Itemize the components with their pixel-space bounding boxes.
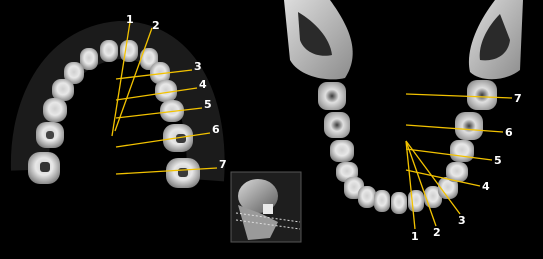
tooth xyxy=(450,140,474,162)
scout-thumbnail xyxy=(231,172,301,242)
tooth xyxy=(374,190,390,212)
upper-label-3: 3 xyxy=(194,60,202,73)
lower-label-5: 5 xyxy=(494,154,502,167)
tooth xyxy=(391,192,407,214)
lower-label-4: 4 xyxy=(482,180,490,193)
tooth xyxy=(52,79,74,101)
tooth xyxy=(408,190,424,212)
tooth xyxy=(467,80,497,110)
upper-label-4: 4 xyxy=(199,78,207,91)
upper-label-5: 5 xyxy=(204,98,212,111)
upper-label-2: 2 xyxy=(152,19,160,32)
pulp xyxy=(40,162,50,172)
lower-label-1: 1 xyxy=(411,230,419,243)
tooth xyxy=(324,112,350,138)
lower-arch-panel xyxy=(284,0,523,243)
scout-vertebra xyxy=(263,204,273,214)
tooth xyxy=(330,140,354,162)
tooth xyxy=(120,40,138,62)
tooth xyxy=(318,82,346,110)
pulp xyxy=(176,134,186,143)
lower-label-6: 6 xyxy=(505,126,513,139)
pulp xyxy=(46,131,54,139)
upper-label-7: 7 xyxy=(219,158,227,171)
upper-label-6: 6 xyxy=(212,123,220,136)
lower-line-6 xyxy=(406,125,503,132)
tooth xyxy=(43,98,67,122)
tooth xyxy=(358,186,376,208)
lower-label-2: 2 xyxy=(433,226,441,239)
lower-label-3: 3 xyxy=(458,214,466,227)
lower-label-7: 7 xyxy=(514,92,522,105)
tooth xyxy=(100,40,118,62)
upper-label-1: 1 xyxy=(126,13,134,26)
upper-arch-panel xyxy=(28,13,227,188)
tooth xyxy=(455,112,483,140)
